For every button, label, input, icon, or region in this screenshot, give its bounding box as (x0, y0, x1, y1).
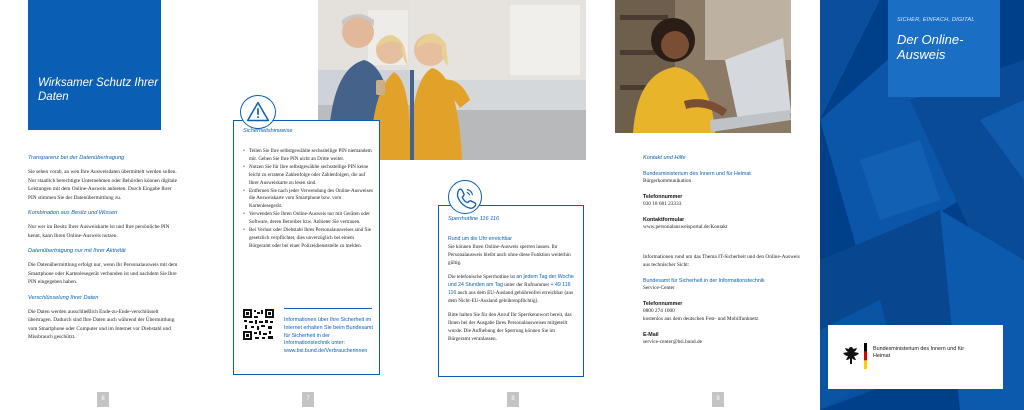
woman-laptop-photo (615, 0, 791, 133)
contact-form-link[interactable]: www.personalausweisportal.de/Kontakt (643, 224, 728, 230)
qr-code-icon[interactable] (243, 309, 274, 340)
text-span: unter der Rufnummer (503, 282, 551, 288)
cover-title: Der Online-Ausweis (897, 32, 964, 62)
section-activity (28, 248, 178, 287)
phone-note: kostenlos aus dem deutschen Fest- und Mobilfunknetz (643, 316, 759, 322)
text-span: auch aus dem EU-Ausland gebührenfrei erreichbar (aus dem Nicht-EU-Ausland gebührenpflichtig). (448, 290, 574, 304)
couple-photo-right (410, 0, 586, 160)
security-tips-box (233, 120, 380, 375)
list-item: • Verwenden Sie Ihren Online-Ausweis nur mit Geräten oder Software, deren Betreiber bzw. Anbieter Sie vertrauen. (243, 211, 373, 227)
block-hotline-box (438, 205, 584, 377)
hotline-para-1: Sie können Ihren Online-Ausweis sperren lassen. Ihr Personalausweis bleibt auch ohne diese Funktion weiterhin gültig. (448, 244, 571, 266)
section-heading: Kombination aus Besitz und Wissen (28, 210, 118, 216)
org-unit: Bürgerkommunikation (643, 178, 692, 184)
org-unit: Service-Center (643, 285, 675, 291)
email-link[interactable]: service-center@bsi.bund.de (643, 339, 703, 345)
page-7 (205, 0, 410, 410)
flag-stripe-icon (864, 343, 867, 369)
section-encryption (28, 295, 178, 342)
section-transparency (28, 155, 178, 202)
phone-number: 0800 274 1000 (643, 308, 675, 314)
cover-title-box (888, 0, 1000, 97)
page-9 (615, 0, 820, 410)
cover-tagline: SICHER, EINFACH, DIGITAL (897, 17, 975, 23)
section-title: Wirksamer Schutz Ihrer Daten (38, 77, 159, 103)
hotline-para-2 (448, 273, 578, 305)
page-8 (410, 0, 615, 410)
section-heading: Datenübertragung nur mit Ihrer Aktivität (28, 248, 126, 254)
page-6 (0, 0, 205, 410)
info-text: Informationen rund um das Thema IT-Sicherheit und den Online-Ausweis aus technischer Sicht: (643, 254, 800, 268)
section-text: Nur wer im Besitz Ihrer Ausweiskarte ist und Ihre persönliche PIN kennt, kann Ihren Online-Ausweis nutzen. (28, 224, 170, 239)
list-item: • Entfernen Sie nach jeder Verwendung des Online-Ausweises die Ausweiskarte vom Smartphone bzw. vom Kartenlesegerät. (243, 188, 373, 212)
box-title: Sperrhotline 116 116 (448, 216, 500, 222)
page-number: 8 (507, 392, 519, 407)
org-name: Bundesamt für Sicherheit in der Informationstechnik (643, 278, 765, 284)
text-span: Die telefonische Sperrhotline ist (448, 274, 517, 280)
section-text: Die Daten werden ausschließlich Ende-zu-Ende-verschlüsselt übertragen. Dadurch sind Ihre Daten auch während der Übermittlung vom Smartphone oder Computer und im Internet vor Diebstahl und Missbrauch geschützt. (28, 308, 175, 340)
contact-heading: Kontakt und Hilfe (643, 155, 686, 161)
list-item: • Nutzen Sie für Ihre selbstgewählte sechsstellige PIN keine leicht zu erratene Zahlenfolge oder Zahlenfolgen, die auf Ihrer Ausweiskarte zu lesen sind. (243, 164, 373, 188)
ministry-name: Bundesministerium des Innern und für Heimat (873, 346, 965, 359)
page-number: 6 (97, 392, 109, 407)
section-text: Sie sehen vorab, an wen Ihre Ausweisdaten übermittelt werden sollen. Nur staatlich berechtigte Unternehmen oder Behörden können digitale Leistungen mit dem Online-Ausweis anbieten. Durch Eingabe Ihrer PIN stimmen Sie der Datenübermittlung zu. (28, 169, 177, 201)
warning-icon (240, 95, 276, 129)
ministry-logo-box (828, 325, 1003, 389)
list-item: • Teilen Sie Ihre selbstgewählte sechsstellige PIN niemandem mit. Geben Sie Ihre PIN nicht an Dritte weiter. (243, 148, 373, 164)
contact-form-label: Kontaktformular (643, 217, 685, 223)
page-number: 7 (302, 392, 314, 407)
phone-label: Telefonnummer (643, 194, 683, 200)
phone-icon (448, 180, 482, 214)
section-text: Die Datenübermittlung erfolgt nur, wenn Ihr Personalausweis mit dem Smartphone oder Kartenlesegerät verbunden ist und nachdem Sie Ihre PIN eingegeben haben. (28, 262, 178, 285)
section-possession (28, 210, 178, 240)
section-heading: Transparenz bei der Datenübertragung (28, 155, 125, 161)
box-title: Sicherheitshinweise (243, 128, 293, 134)
federal-eagle-icon (841, 345, 861, 367)
org-name: Bundesministerium des Innern und für Heimat (643, 171, 751, 177)
divider (284, 308, 372, 309)
highlight-span: an jedem Tag der Woche und 24 Stunden am Tag (448, 274, 574, 288)
section-title-box (28, 0, 161, 130)
hotline-para-3: Bitte halten Sie für den Anruf Ihr Sperrkennwort bereit, das Ihnen bei der Ausgabe Ihres Personalausweises mitgeteilt wurde. Die Aufhebung der Sperrung können Sie im Bürgeramt veranlassen. (448, 312, 572, 342)
page-6-body (28, 155, 178, 350)
bsi-info-link[interactable]: Informationen über Ihre Sicherheit im Internet erhalten Sie beim Bundesamt für Sicherheit in der Informationstechnik unter: www.bsi.bund.de/Verbraucherinnen (284, 317, 373, 355)
sub-heading: Rund um die Uhr erreichbar (448, 236, 513, 242)
email-label: E-Mail (643, 332, 659, 338)
hotline-number: + 49 116 116 (448, 282, 571, 296)
cover-page (820, 0, 1024, 410)
contact-section (643, 155, 803, 346)
section-heading: Verschlüsselung Ihrer Daten (28, 294, 99, 301)
phone-label: Telefonnummer (643, 301, 683, 307)
page-number: 9 (712, 392, 724, 407)
list-item: • Bei Verlust oder Diebstahl Ihres Personalausweises sind Sie gesetzlich verpflichtet, dies unverzüglich bei einem Bürgeramt oder bei einer Polizeidienststelle zu melden. (243, 227, 373, 251)
tips-list (243, 148, 373, 251)
phone-number: 030 18 681 23333 (643, 201, 682, 207)
hotline-content (448, 235, 578, 343)
